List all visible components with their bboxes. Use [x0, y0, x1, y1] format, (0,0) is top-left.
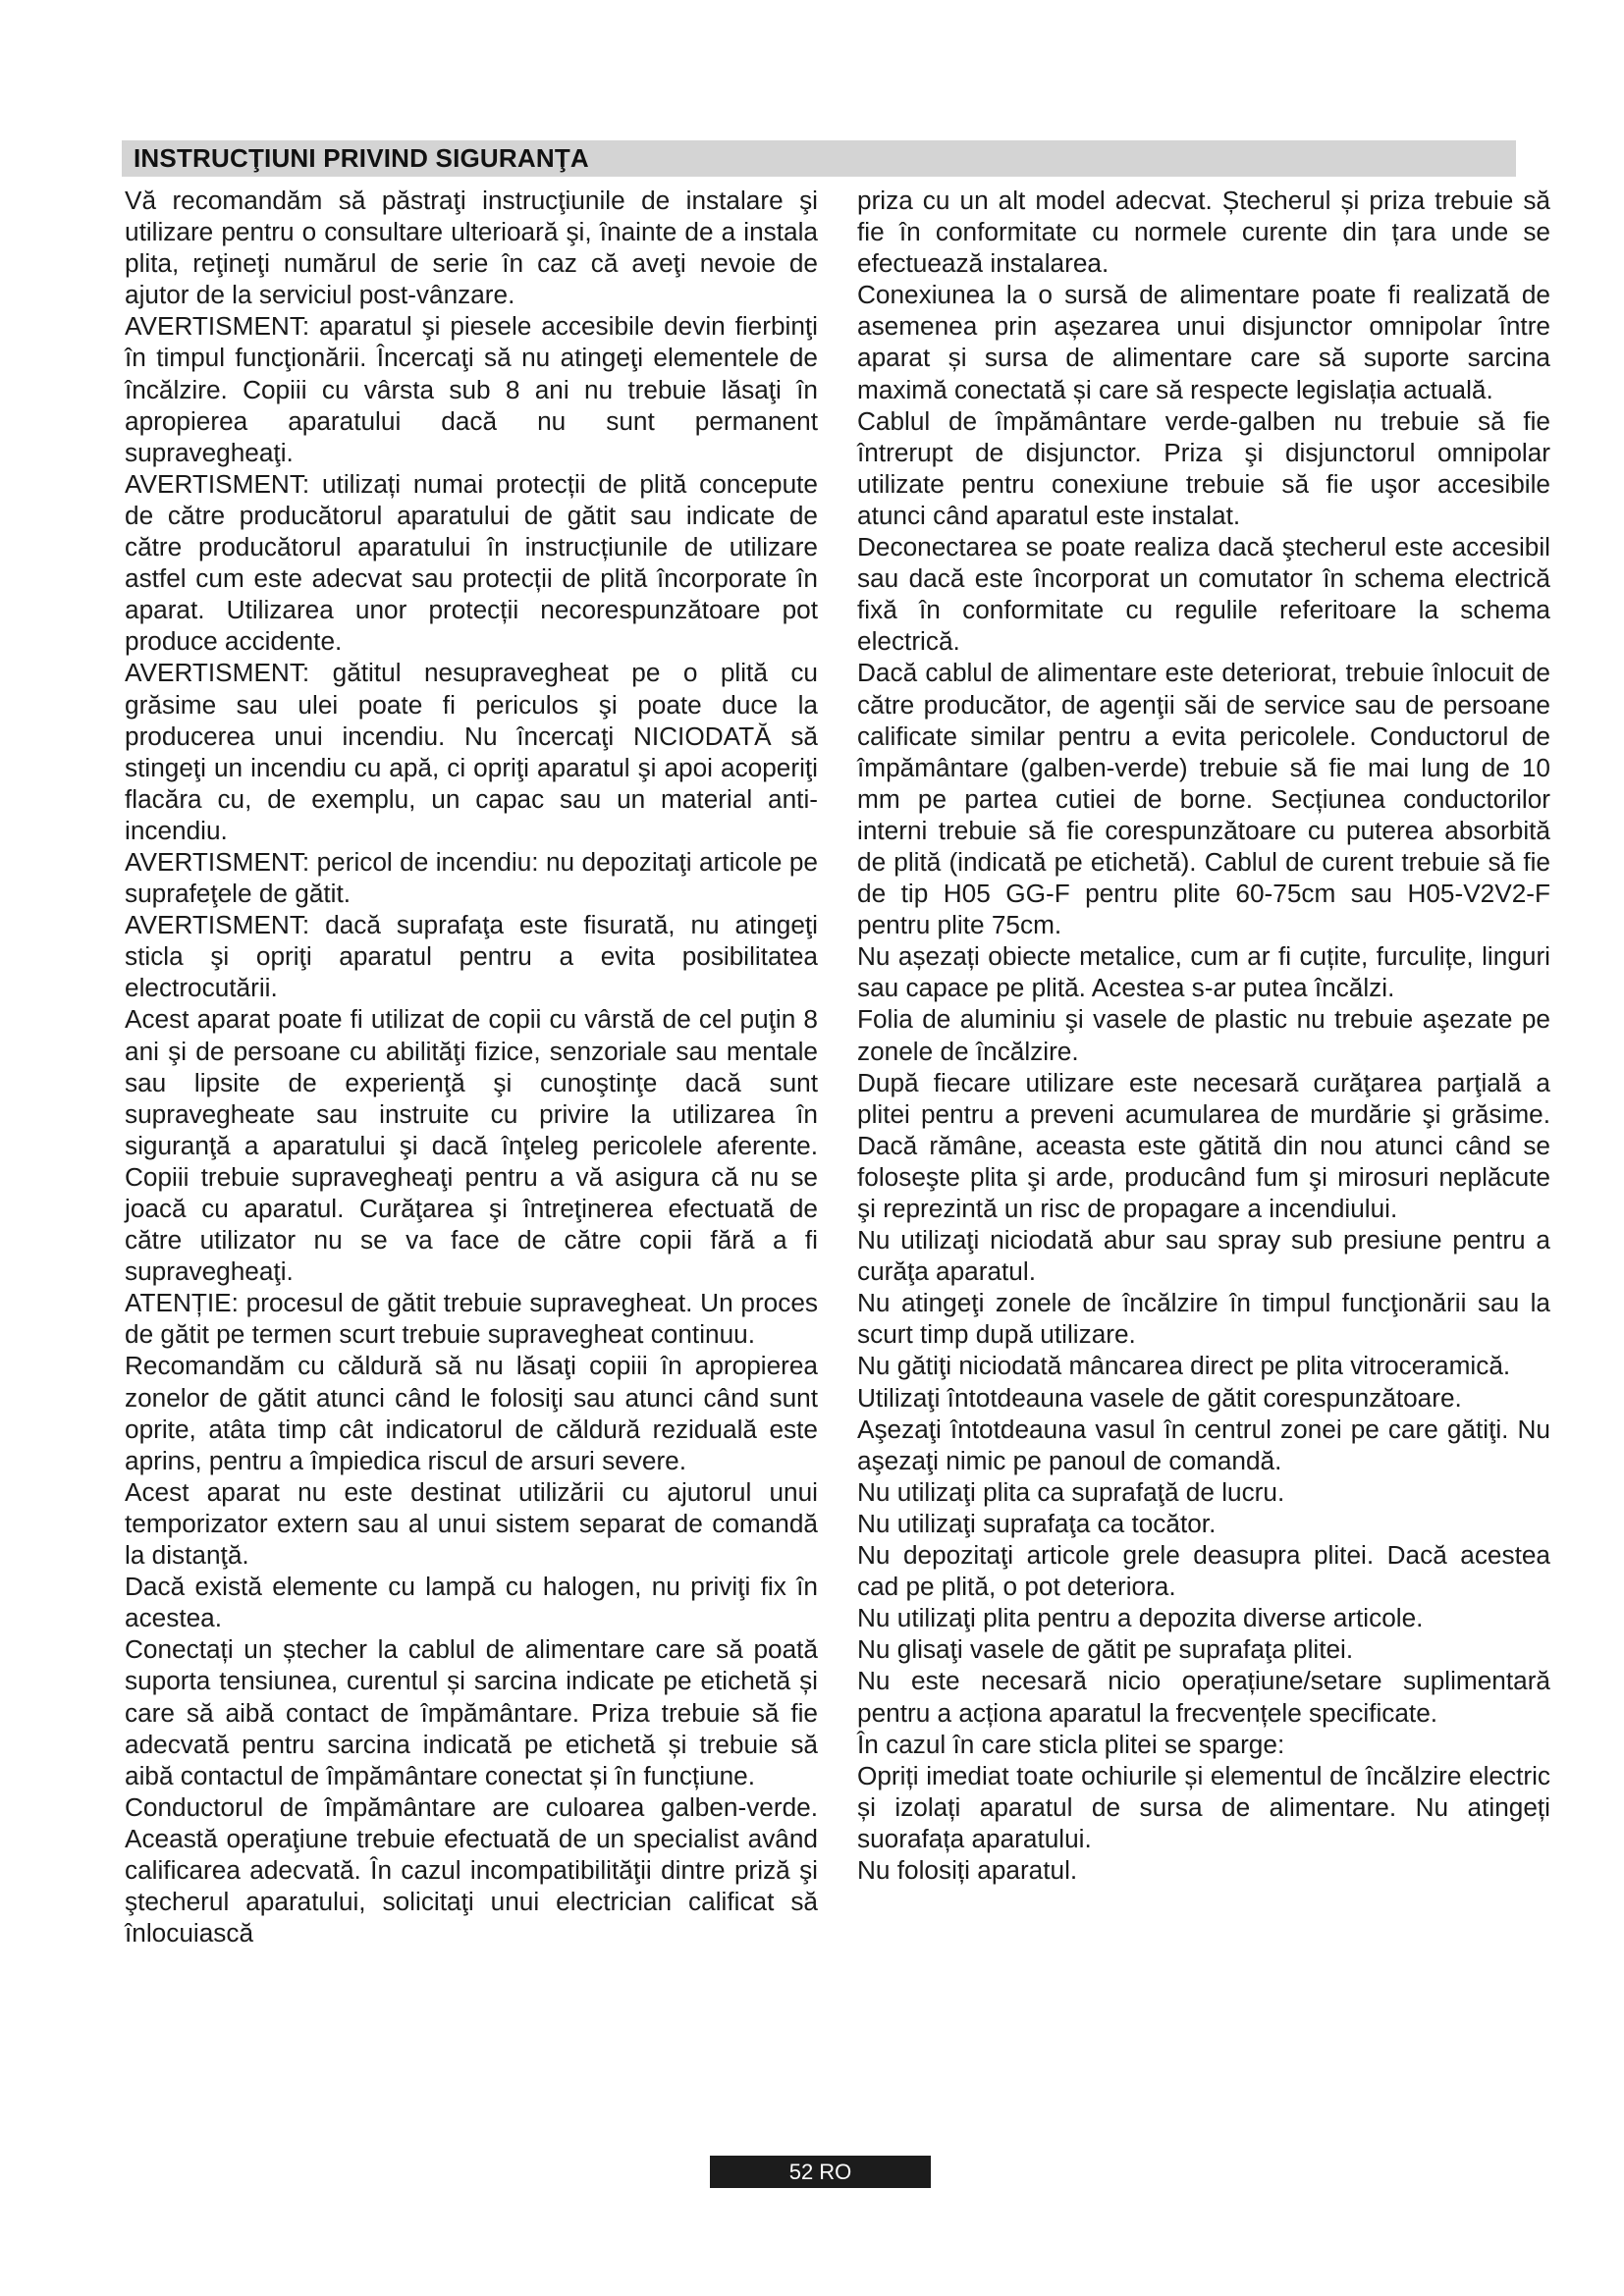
- paragraph: Opriți imediat toate ochiurile și elementul de încălzire electric și izolați aparatul de sursa de alimentare. Nu atingeți suorafața aparatului.: [857, 1760, 1550, 1853]
- paragraph: Dacă există elemente cu lampă cu halogen, nu priviţi fix în acestea.: [125, 1572, 818, 1633]
- paragraph: Nu glisaţi vasele de gătit pe suprafaţa plitei.: [857, 1634, 1354, 1665]
- paragraph: Folia de aluminiu şi vasele de plastic nu trebuie aşezate pe zonele de încălzire.: [857, 1004, 1550, 1066]
- paragraph: Nu depozitaţi articole grele deasupra plitei. Dacă acestea cad pe plită, o pot deteriora.: [857, 1540, 1550, 1602]
- paragraph: Deconectarea se poate realiza dacă ştecherul este accesibil sau dacă este încorporat un comutator în schema electrică fixă în conformitate cu regulile referitoare la schema electrică.: [857, 532, 1550, 657]
- paragraph: ATENȚIE: procesul de gătit trebuie supravegheat. Un proces de gătit pe termen scurt trebuie supravegheat continuu.: [125, 1288, 818, 1350]
- paragraph: Dacă cablul de alimentare este deteriorat, trebuie înlocuit de către producător, de agenţii săi de service sau de persoane calificate similar pentru a evita pericolele. Conductorul de împământare (galben-verde) trebuie să fie mai lung de 10 mm pe partea cutiei de borne. Secțiunea conductorilor interni trebuie să fie corespunzătoare cu puterea absorbită de plită (indicată pe etichetă). Cablul de curent trebuie să fie de tip H05 GG-F pentru plite 60-75cm sau H05-V2V2-F pentru plite 75cm.: [857, 658, 1550, 940]
- paragraph: Nu este necesară nicio operațiune/setare suplimentară pentru a acționa aparatul la frecvențele specificate.: [857, 1666, 1550, 1728]
- paragraph: Aşezaţi întotdeauna vasul în centrul zonei pe care gătiţi. Nu aşezaţi nimic pe panoul de comandă.: [857, 1414, 1550, 1475]
- right-text-column: [857, 185, 1550, 1886]
- paragraph: Acest aparat poate fi utilizat de copii cu vârstă de cel puţin 8 ani şi de persoane cu abilităţi fizice, senzoriale sau mentale sau lipsite de experienţă şi cunoştinţe dacă sunt supravegheate sau instruite cu privire la utilizarea în siguranţă a aparatului şi dacă înţeleg pericolele aferente. Copiii trebuie supravegheaţi pentru a vă asigura că nu se joacă cu aparatul. Curăţarea şi întreţinerea efectuată de către utilizator nu se va face de către copii fără a fi supravegheaţi.: [125, 1004, 818, 1287]
- page-number: 52 RO: [788, 2160, 852, 2184]
- paragraph: Nu atingeţi zonele de încălzire în timpul funcţionării sau la scurt timp după utilizare.: [857, 1288, 1550, 1350]
- paragraph: Recomandăm cu căldură să nu lăsaţi copiii în apropierea zonelor de gătit atunci când le folosiţi sau atunci când sunt oprite, atâta timp cât indicatorul de căldură reziduală este aprins, pentru a împiedica riscul de arsuri severe.: [125, 1351, 818, 1475]
- paragraph: Conectați un ștecher la cablul de alimentare care să poată suporta tensiunea, curentul și sarcina indicate pe etichetă și care să aibă contact de împământare. Priza trebuie să fie adecvată pentru sarcina indicată pe etichetă și trebuie să aibă contactul de împământare conectat și în funcțiune.: [125, 1634, 818, 1790]
- paragraph: Acest aparat nu este destinat utilizării cu ajutorul unui temporizator extern sau al unui sistem separat de comandă la distanţă.: [125, 1476, 818, 1571]
- paragraph: Cablul de împământare verde-galben nu trebuie să fie întrerupt de disjunctor. Priza şi disjunctorul omnipolar utilizate pentru conexiune trebuie să fie uşor accesibile atunci când aparatul este instalat.: [857, 405, 1550, 530]
- paragraph: Nu utilizaţi suprafaţa ca tocător.: [857, 1508, 1217, 1538]
- paragraph: Nu utilizaţi plita pentru a depozita diverse articole.: [857, 1603, 1424, 1633]
- section-header-bar: [122, 140, 1516, 177]
- paragraph: AVERTISMENT: pericol de incendiu: nu depozitaţi articole pe suprafeţele de gătit.: [125, 846, 818, 909]
- section-title: INSTRUCŢIUNI PRIVIND SIGURANŢA: [134, 143, 589, 173]
- paragraph: AVERTISMENT: dacă suprafaţa este fisurată, nu atingeţi sticla şi opriţi aparatul pentru a evita posibilitatea electrocutării.: [125, 910, 818, 1003]
- paragraph: După fiecare utilizare este necesară curăţarea parţială a plitei pentru a preveni acumularea de murdărie şi grăsime. Dacă rămâne, aceasta este gătită din nou atunci când se foloseşte plita şi arde, producând fum şi mirosuri neplăcute şi reprezintă un risc de propagare a incendiului.: [857, 1067, 1550, 1223]
- paragraph: Vă recomandăm să păstraţi instrucţiunile de instalare şi utilizare pentru o consultare ulterioară şi, înainte de a instala plita, reţineţi numărul de serie în caz că aveţi nevoie de ajutor de la serviciul post-vânzare.: [125, 186, 818, 310]
- page-number-box: [710, 2156, 931, 2188]
- paragraph: AVERTISMENT: utilizați numai protecții de plită concepute de către producătorul aparatului de gătit sau indicate de către producătorul aparatului în instrucțiunile de utilizare astfel cum este adecvat sau protecții de plită încorporate în aparat. Utilizarea unor protecții necorespunzătoare pot produce accidente.: [125, 468, 818, 657]
- paragraph: priza cu un alt model adecvat. Ștecherul și priza trebuie să fie în conformitate cu normele curente din țara unde se efectuează instalarea.: [857, 186, 1550, 279]
- paragraph: Conexiunea la o sursă de alimentare poate fi realizată de asemenea prin așezarea unui disjunctor omnipolar între aparat și sursa de alimentare care să suporte sarcina maximă conectată și care să respecte legislația actuală.: [857, 280, 1550, 404]
- paragraph: Nu utilizaţi plita ca suprafaţă de lucru.: [857, 1476, 1285, 1507]
- paragraph: AVERTISMENT: aparatul şi piesele accesibile devin fierbinţi în timpul funcţionării. Încercaţi să nu atingeţi elementele de încălzire. Copiii cu vârsta sub 8 ani nu trebuie lăsaţi în apropierea aparatului dacă nu sunt permanent supravegheaţi.: [125, 311, 818, 467]
- paragraph: Utilizaţi întotdeauna vasele de gătit corespunzătoare.: [857, 1382, 1462, 1413]
- left-text-column: [125, 185, 818, 1949]
- paragraph: AVERTISMENT: gătitul nesupravegheat pe o plită cu grăsime sau ulei poate fi periculos şi poate duce la producerea unui incendiu. Nu încercaţi NICIODATĂ să stingeţi un incendiu cu apă, ci opriţi aparatul şi apoi acoperiţi flacăra cu, de exemplu, un capac sau un material anti-incendiu.: [125, 658, 818, 845]
- paragraph: Nu gătiţi niciodată mâncarea direct pe plita vitroceramică.: [857, 1351, 1511, 1381]
- paragraph: Nu așezați obiecte metalice, cum ar fi cuțite, furculițe, linguri sau capace pe plită. Acestea s-ar putea încălzi.: [857, 941, 1550, 1003]
- paragraph: În cazul în care sticla plitei se sparge:: [857, 1729, 1285, 1759]
- paragraph: Conductorul de împământare are culoarea galben-verde. Această operaţiune trebuie efectuată de un specialist având calificarea adecvată. În cazul incompatibilităţii dintre priză şi ştecherul aparatului, solicitaţi unui electrician calificat să înlocuiască: [125, 1791, 818, 1949]
- paragraph: Nu folosiți aparatul.: [857, 1854, 1078, 1885]
- paragraph: Nu utilizaţi niciodată abur sau spray sub presiune pentru a curăţa aparatul.: [857, 1225, 1550, 1287]
